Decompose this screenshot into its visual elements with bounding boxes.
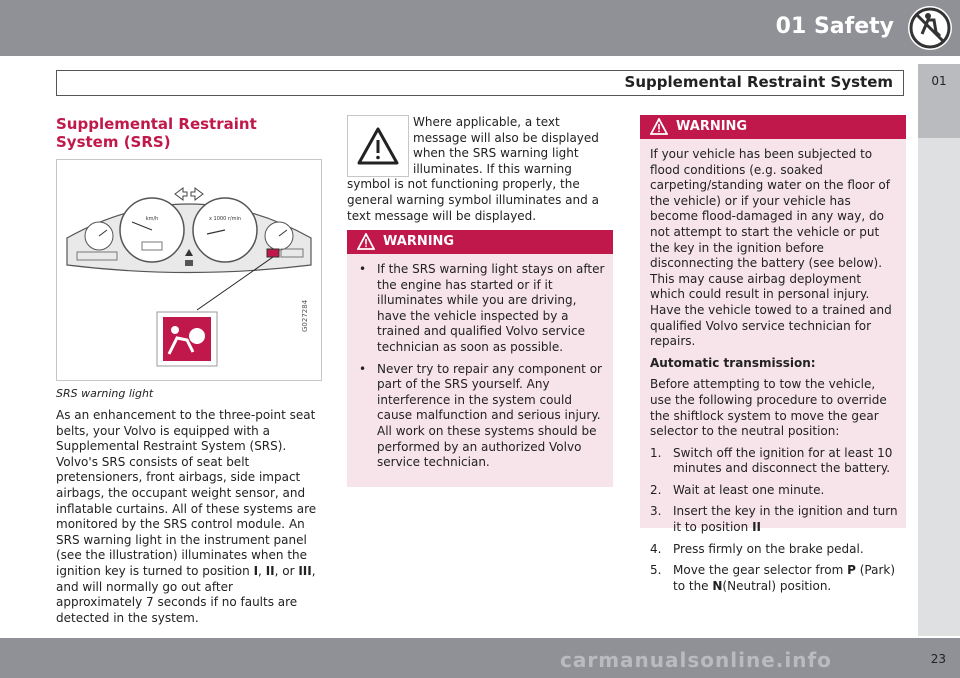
position-ii: II [265,563,275,578]
warning-triangle-icon [650,118,668,144]
tow-paragraph: Before attempting to tow the vehicle, use the following procedure to override the shiftlock system to move the gear selector to the neutral position: [650,377,887,439]
position-iii: III [298,563,312,578]
steps-list [650,446,898,595]
page-number: 23 [930,652,946,666]
flood-paragraph: If your vehicle has been subjected to flood conditions (e.g. soaked carpeting/standing water on the floor of the vehicle) or if your vehicle has become flood-damaged in any way, do not attempt to start the vehicle or put the key in the ignition before disconnecting the battery (see below). This may cause airbag deployment which could result in personal injury. Have the vehicle towed to a trained and qualified Volvo service technician for repairs. [650,147,892,349]
body-text-3: , or [274,563,299,578]
step-text: (Park) to the [673,563,896,593]
no-child-seat-icon [908,6,952,50]
srs-warning-box [347,230,613,487]
section-heading: Supplemental Restraint System (SRS) [56,115,257,151]
srs-warning-light-illustration [56,159,322,381]
list-item: • If the SRS warning light stays on after the engine has started or if it illuminates while you are driving, have the vehicle inspected by a trained and qualified Volvo service technician as soon as possible. [377,262,605,356]
watermark: carmanualsonline.info [560,648,832,672]
step-number: 2. [650,482,662,497]
section-header [56,70,904,96]
step-text: Move the gear selector from [673,563,848,578]
general-warning-icon [347,115,409,177]
list-item [650,483,898,499]
step-text: (Neutral) position. [722,578,832,593]
step-bold: II [752,520,761,535]
body-text-1: As an enhancement to the three-point seat belts, your Volvo is equipped with a Supplemental Restraint System (SRS). Volvo's SRS consists of seat belt pretensioners, front airbags, side impact airbags, the occupant weight sensor, and inflatable curtains. All of these systems are monitored by the SRS control module. An SRS warning light in the instrument panel (see the illustration) illuminates when the ignition key is turned to position [56,408,317,578]
column-2 [347,115,613,470]
figure-code: G027284 [301,299,309,332]
body-text-2: , [258,563,266,578]
warning-triangle-icon [357,233,375,259]
flood-warning-box [640,115,906,593]
step-number: 3. [650,504,662,519]
warning-title: WARNING [676,119,748,134]
speedometer-unit-label: km/h [145,216,159,222]
step-bold: N [712,578,723,593]
step-text: Insert the key in the ignition and turn it to position [673,504,898,535]
section-title: Supplemental Restraint System [624,73,893,91]
step-text: Press firmly on the brake pedal. [673,541,864,556]
body-text-4: , and will normally go out after approximately 7 seconds if no faults are detected in the system. [56,563,316,625]
list-item [650,563,898,594]
chapter-side-tab [918,64,960,138]
warning-header [347,230,613,254]
step-number: 1. [650,445,662,460]
step-number: 5. [650,563,662,578]
side-tab-label: 01 [931,74,947,88]
intro-text: Where applicable, a text message will also be displayed when the SRS warning light illuminates. If this warning symbol is not functioning properly, the general warning symbol illuminates and a text message will be displayed. [347,115,599,223]
step-text: Wait at least one minute. [673,482,825,497]
list-item [650,446,898,477]
step-bold: P [847,563,856,578]
chapter-header-bar [0,0,960,56]
subheading [650,356,898,372]
figure-caption: SRS warning light [56,387,154,400]
warning-title: WARNING [383,234,455,249]
list-item [650,504,898,535]
warning-list [347,254,613,487]
warning-header [640,115,906,139]
side-strip [918,138,960,636]
step-number: 4. [650,541,662,556]
position-i: I [253,563,259,578]
warning-body [640,139,906,608]
tachometer-unit-label: x 1000 r/min [208,216,242,222]
list-item [650,542,898,558]
step-text: Switch off the ignition for at least 10 minutes and disconnect the battery. [673,445,893,476]
chapter-title: 01 Safety [775,14,894,39]
list-item: • Never try to repair any component or part of the SRS yourself. Any interference in the system could cause malfunction and serious injury. All work on these systems should be performed by an authorized Volvo service technician. [377,362,605,471]
column-1 [56,115,322,626]
subheading-text: Automatic transmission: [650,355,816,370]
srs-intro-paragraph [56,408,322,626]
